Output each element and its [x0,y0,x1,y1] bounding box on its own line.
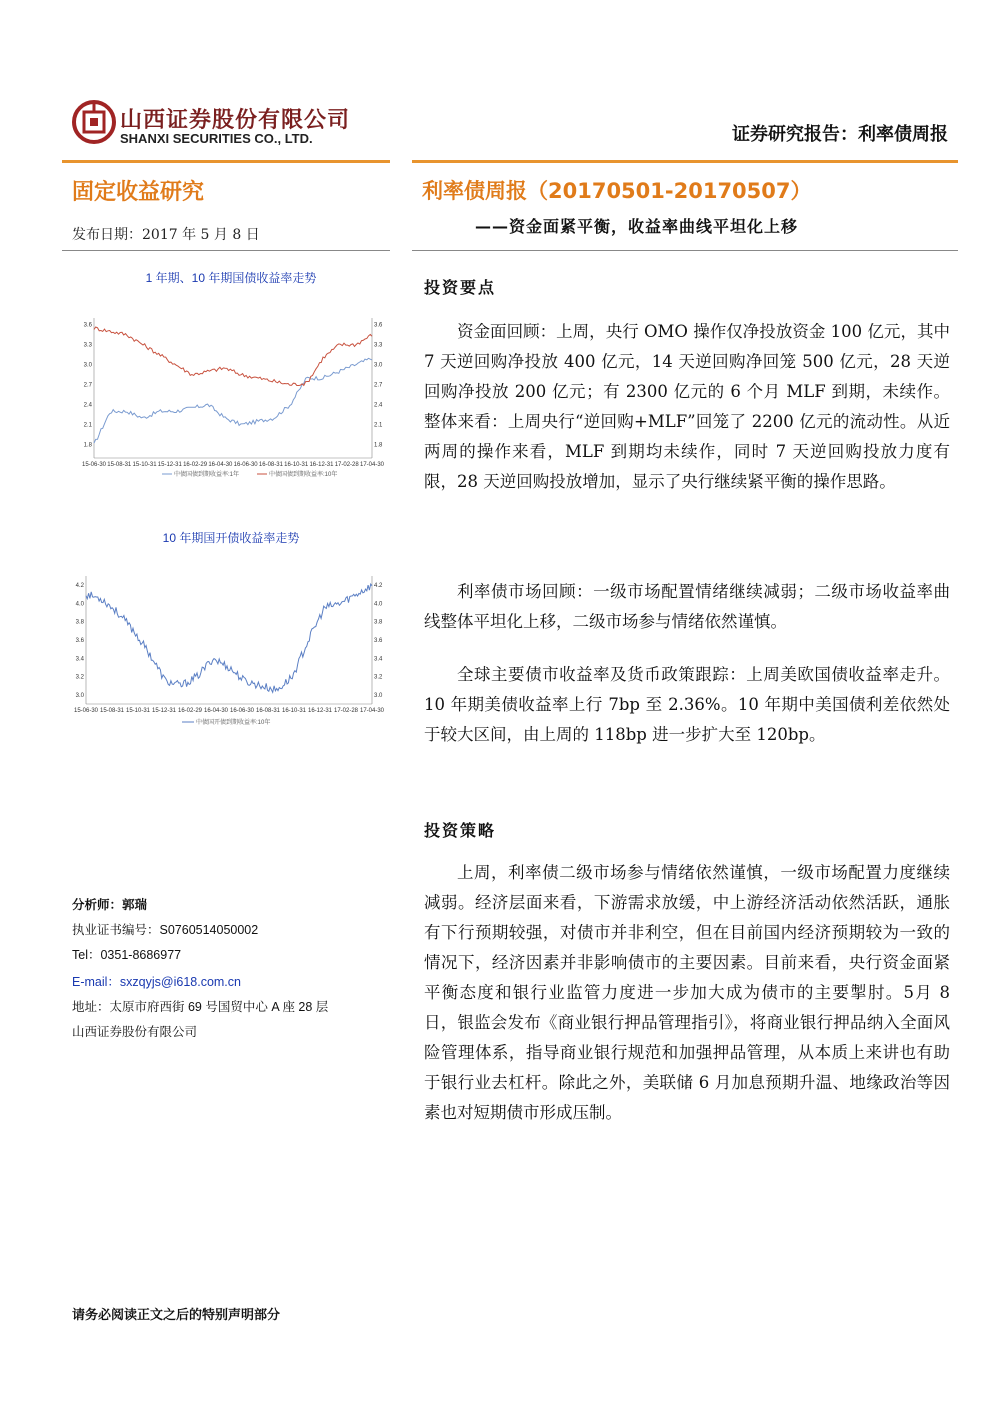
chart1-ytick-left: 3.6 [83,322,92,329]
chart2-xtick: 16-08-31 [255,708,281,714]
right-header-rule [412,160,958,163]
chart1-ytick-left: 2.1 [83,422,92,429]
chart2-xtick: 15-12-31 [151,708,177,714]
company-logo [72,100,116,144]
chart2-ytick-right: 3.0 [374,692,383,699]
chart1-xtick: 17-04-30 [359,462,385,468]
analyst-email[interactable]: E-mail：sxzqyjs@i618.com.cn [72,975,241,989]
report-type: 证券研究报告：利率债周报 [732,124,948,145]
chart2-ytick-left: 4.2 [75,583,84,590]
chart2-ytick-left: 3.6 [75,638,84,644]
publish-date: 发布日期：2017 年 5 月 8 日 [72,227,260,243]
chart2-xtick: 16-04-30 [203,708,229,714]
company-name-cn: 山西证券股份有限公司 [120,108,351,133]
chart2-ytick-left: 3.4 [75,656,84,663]
chart1-xtick: 15-08-31 [107,462,132,468]
chart2-xtick: 16-06-30 [229,708,255,714]
chart1-ytick-left: 3.0 [83,362,92,369]
chart2-xtick: 15-06-30 [73,708,99,714]
section-head-highlights: 投资要点 [424,278,497,297]
chart2-ytick-right: 3.6 [374,638,383,644]
chart1-ytick-left: 3.3 [83,342,92,349]
report-subtitle: ——资金面紧平衡，收益率曲线平坦化上移 [475,217,799,236]
chart2-xtick: 17-04-30 [359,708,385,714]
chart2-ytick-left: 3.0 [75,692,84,699]
chart1-ytick-right: 3.0 [374,362,383,369]
chart2-xtick: 15-10-31 [125,708,151,714]
chart1-xtick: 15-10-31 [132,462,157,468]
chart2-title: 10 年期国开债收益率走势 [162,531,300,545]
section-title: 固定收益研究 [72,180,205,205]
chart2-ytick-left: 3.8 [75,619,84,626]
paragraph-liquidity: 资金面回顾：上周，央行 OMO 操作仅净投放资金 100 亿元，其中 7 天逆回购净投放 400 亿元，14 天逆回购净回笼 500 亿元，28 天逆回购净投放 200 亿元；有 2300 亿元的 6 个月 MLF 到期，未续作。整体来看：上周央行“逆回购+MLF”回笼了 2200 亿元的流动性。从近两周的操作来看，MLF 到期均未续作，同时 7 天逆回购投放力度有限，28 天逆回购投放增加，显示了央行继续紧平衡的操作思路。 [424,322,950,491]
section-head-strategy: 投资策略 [424,821,497,840]
chart1-xtick: 15-06-30 [82,462,107,468]
paragraph-global: 全球主要债市收益率及货币政策跟踪：上周美欧国债收益率走升。10 年期美债收益率上行 7bp 至 2.36%。10 年期中美国债利差依然处于较大区间，由上周的 118bp 进一步扩大至 120bp。 [424,665,950,744]
treasury-yield-chart [82,310,394,485]
company-name-en: SHANXI SECURITIES CO., LTD. [120,131,313,146]
chart1-xtick: 16-02-29 [183,462,208,468]
chart2-xtick: 16-12-31 [307,708,333,714]
right-subtitle-rule [412,250,958,251]
left-date-rule [62,250,390,251]
chart1-xtick: 16-12-31 [309,462,334,468]
chart1-ytick-right: 2.1 [374,422,383,429]
chart1-ytick-right: 2.4 [374,402,383,409]
chart1-ytick-right: 1.8 [374,442,383,449]
analyst-company: 山西证券股份有限公司 [72,1025,198,1039]
paragraph-strategy: 上周，利率债二级市场参与情绪依然谨慎，一级市场配置力度继续减弱。经济层面来看，下游需求放缓，中上游经济活动依然活跃，通胀有下行预期较强，对债市并非利空，但在目前国内经济预期较为一致的情况下，经济因素并非影响债市的主要因素。目前来看，央行资金面紧平衡态度和银行业监管力度进一步加大成为债市的主要掣肘。5月 8 日，银监会发布《商业银行押品管理指引》，将商业银行押品纳入全面风险管理体系，指导商业银行规范和加强押品管理，从本质上来讲也有助于银行业去杠杆。除此之外，美联储 6 月加息预期升温、地缘政治等因素也对短期债市形成压制。 [424,863,950,1122]
chart1-ytick-left: 1.8 [83,442,92,449]
chart2-ytick-left: 4.0 [75,601,84,608]
chart2-xtick: 17-02-28 [333,708,359,714]
chart2-ytick-left: 3.2 [75,674,84,681]
chart2-series-line [86,584,372,692]
chart1-xtick: 17-02-28 [334,462,359,468]
chart1-legend-label: 中债国债到期收益率:1年 [174,472,240,478]
chart2-legend-label: 中债国开债到期收益率:10年 [196,720,271,726]
chart2-ytick-right: 4.2 [374,583,383,590]
chart1-ytick-left: 2.4 [83,402,92,409]
chart1-series-line [94,358,372,443]
chart2-ytick-right: 3.2 [374,674,383,681]
analyst-address: 地址：太原市府西街 69 号国贸中心 A 座 28 层 [72,1000,329,1014]
chart2-ytick-right: 3.4 [374,656,383,663]
chart1-title: 1 年期、10 年期国债收益率走势 [145,271,317,285]
disclaimer-note: 请务必阅读正文之后的特别声明部分 [72,1308,281,1323]
analyst-tel: Tel：0351-8686977 [72,948,182,962]
chart1-series-line [94,327,372,386]
left-header-rule [62,160,390,163]
chart2-ytick-right: 4.0 [374,601,383,608]
chart2-xtick: 16-02-29 [177,708,203,714]
paragraph-market: 利率债市场回顾：一级市场配置情绪继续减弱；二级市场收益率曲线整体平坦化上移，二级市场参与情绪依然谨慎。 [424,582,950,631]
analyst-cert: 执业证书编号：S0760514050002 [72,923,259,937]
chart1-xtick: 16-04-30 [208,462,233,468]
cdb-yield-chart [72,572,390,737]
chart1-ytick-left: 2.7 [83,382,92,389]
chart1-xtick: 16-06-30 [233,462,258,468]
chart1-xtick: 15-12-31 [157,462,182,468]
chart1-xtick: 16-10-31 [284,462,309,468]
chart2-xtick: 16-10-31 [281,708,307,714]
chart1-ytick-right: 2.7 [374,382,383,389]
analyst-name: 分析师：郭瑞 [72,898,148,912]
chart2-xtick: 15-08-31 [99,708,125,714]
chart1-ytick-right: 3.6 [374,322,383,329]
chart2-ytick-right: 3.8 [374,619,383,626]
chart1-legend-label: 中债国债到期收益率:10年 [269,472,338,478]
chart1-xtick: 16-08-31 [258,462,283,468]
report-title: 利率债周报（20170501-20170507） [422,179,812,203]
chart1-ytick-right: 3.3 [374,342,383,349]
